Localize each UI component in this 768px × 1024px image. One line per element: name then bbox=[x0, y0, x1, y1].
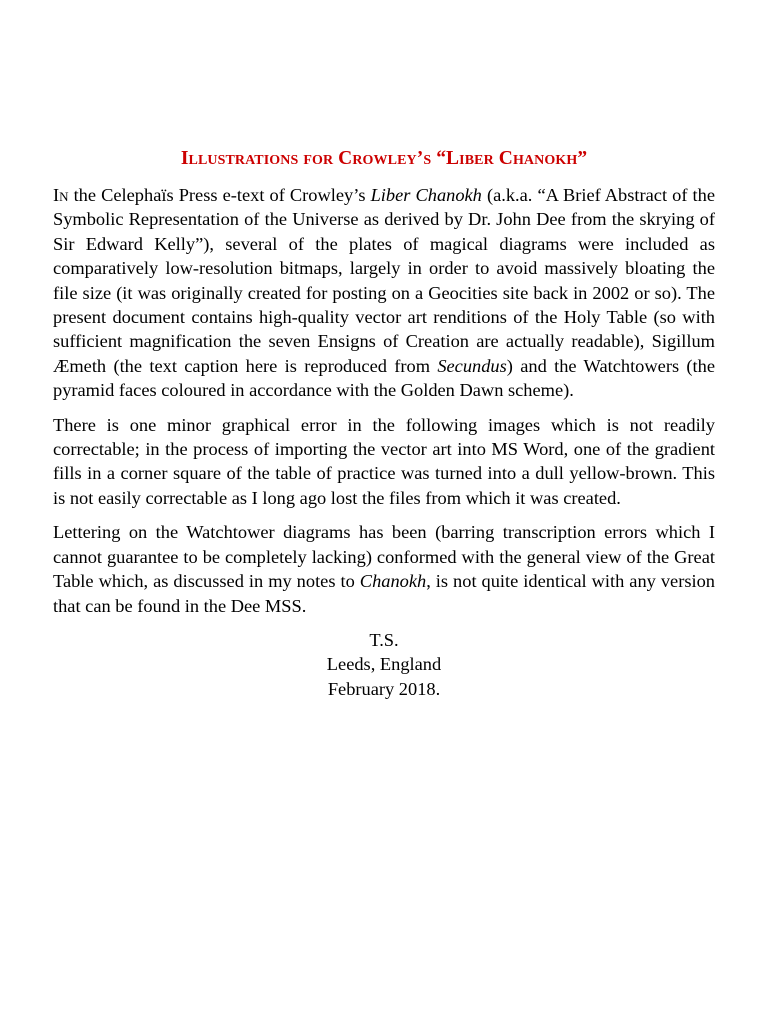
signature-place: Leeds, England bbox=[326, 654, 442, 675]
signature-date: February 2018. bbox=[327, 678, 441, 699]
paragraph-error-note: There is one minor graphical error in the following images which is not readily correctable; in the process of importing the vector art into MS Word, one of the gradient fills in a corner square of the table of practice was turned into a dull yellow-brown. This is not easily correctable as I long ago lost the files from which it was created. bbox=[53, 414, 715, 508]
signature-block bbox=[53, 628, 715, 701]
italic-title-secundus: Secundus bbox=[437, 355, 507, 376]
paragraph-lettering bbox=[53, 520, 715, 618]
text-segment: (a.k.a. “A Brief Abstract of the Symbolic Representation of the Universe as derived by Dr. John Dee from the skrying of Sir Edward Kelly”), several of the plates of magical diagrams were included as comparatively low-resolution bitmaps, largely in order to avoid massively bloating the file size (it was originally created for posting on a Geocities site back in 2002 or so). The present document contains high-quality vector art renditions of the Holy Table (so with sufficient magnification the seven Ensigns of Creation are actually readable), Sigillum Æmeth (the text caption here is reproduced from bbox=[53, 185, 715, 376]
text-segment: Lettering on the Watchtower diagrams has been (barring transcription errors which I cannot guarantee to be completely lacking) conformed with the general view of the Great Table which, as discussed in my notes to bbox=[53, 522, 715, 592]
italic-title-liber-chanokh: Liber Chanokh bbox=[370, 185, 482, 205]
document-page bbox=[53, 146, 715, 701]
text-segment: ) and the Watchtowers (the pyramid faces coloured in accordance with the Golden Dawn scheme). bbox=[53, 355, 716, 401]
text-segment: the Celephaïs Press e-text of Crowley’s bbox=[68, 185, 371, 205]
text-segment: , is not quite identical with any version that can be found in the Dee MSS. bbox=[53, 571, 715, 616]
paragraph-intro bbox=[53, 183, 715, 403]
dropcap-lead: In bbox=[53, 185, 69, 205]
signature-initials: T.S. bbox=[369, 629, 399, 650]
document-title: Illustrations for Crowley’s “Liber Chanokh” bbox=[180, 148, 588, 169]
italic-title-chanokh: Chanokh bbox=[359, 571, 427, 592]
